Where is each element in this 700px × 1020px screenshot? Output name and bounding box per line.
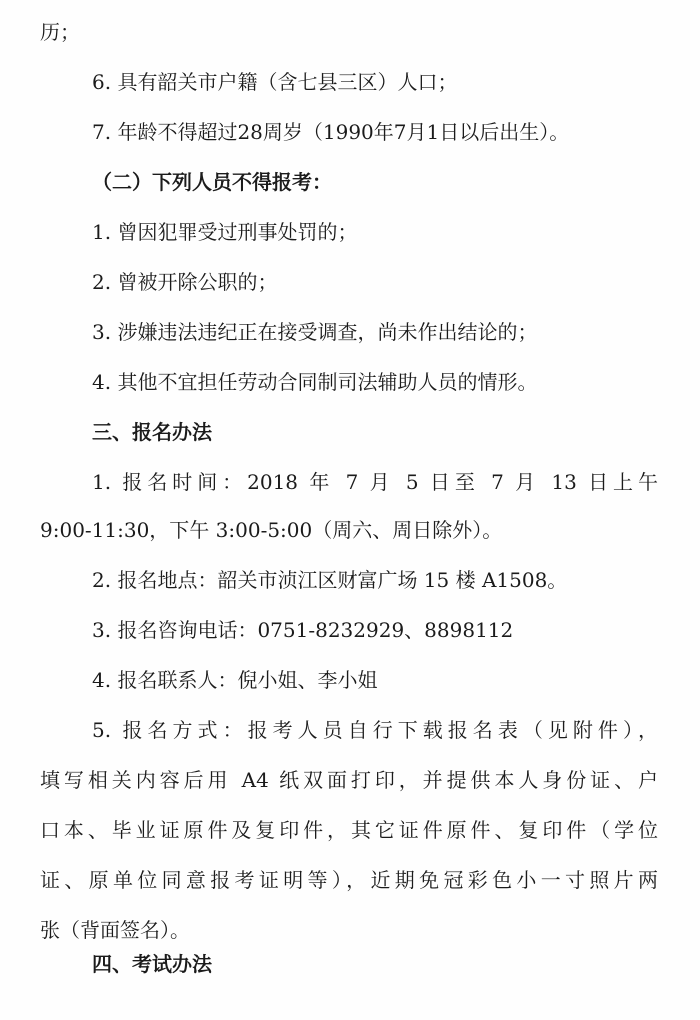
text-line-exclusion-4: 4. 其他不宜担任劳动合同制司法辅助人员的情形。 bbox=[92, 370, 538, 394]
text-line-continuation-history: 历； bbox=[40, 20, 80, 44]
section-heading-exclusions: （二）下列人员不得报考： bbox=[92, 170, 332, 194]
text-line-exclusion-3: 3. 涉嫌违法违纪正在接受调查，尚未作出结论的； bbox=[92, 320, 538, 344]
text-line-registration-method-cont-2: 口本、毕业证原件及复印件，其它证件原件、复印件（学位 bbox=[40, 818, 658, 842]
text-line-registration-method-cont-4: 张（背面签名）。 bbox=[40, 918, 190, 942]
text-line-registration-contact: 4. 报名联系人：倪小姐、李小姐 bbox=[92, 668, 378, 692]
text-line-exclusion-1: 1. 曾因犯罪受过刑事处罚的； bbox=[92, 220, 358, 244]
section-heading-registration: 三、报名办法 bbox=[92, 420, 212, 444]
text-line-registration-method: 5. 报名方式：报考人员自行下载报名表（见附件）， bbox=[92, 718, 658, 742]
text-line-registration-place: 2. 报名地点：韶关市浈江区财富广场 15 楼 A1508。 bbox=[92, 568, 568, 592]
text-line-registration-method-cont-1: 填写相关内容后用 A4 纸双面打印，并提供本人身份证、户 bbox=[40, 768, 658, 792]
text-line-requirement-6: 6. 具有韶关市户籍（含七县三区）人口； bbox=[92, 70, 458, 94]
section-heading-exam: 四、考试办法 bbox=[92, 952, 212, 976]
text-line-exclusion-2: 2. 曾被开除公职的； bbox=[92, 270, 278, 294]
text-line-registration-hours: 9:00-11:30，下午 3:00-5:00（周六、周日除外）。 bbox=[40, 518, 503, 542]
text-line-registration-method-cont-3: 证、原单位同意报考证明等），近期免冠彩色小一寸照片两 bbox=[40, 868, 658, 892]
text-line-registration-phone: 3. 报名咨询电话：0751-8232929、8898112 bbox=[92, 618, 514, 642]
text-line-registration-time: 1. 报名时间：2018 年 7 月 5 日至 7 月 13 日上午 bbox=[92, 470, 658, 494]
text-line-requirement-7: 7. 年龄不得超过28周岁（1990年7月1日以后出生）。 bbox=[92, 120, 570, 144]
